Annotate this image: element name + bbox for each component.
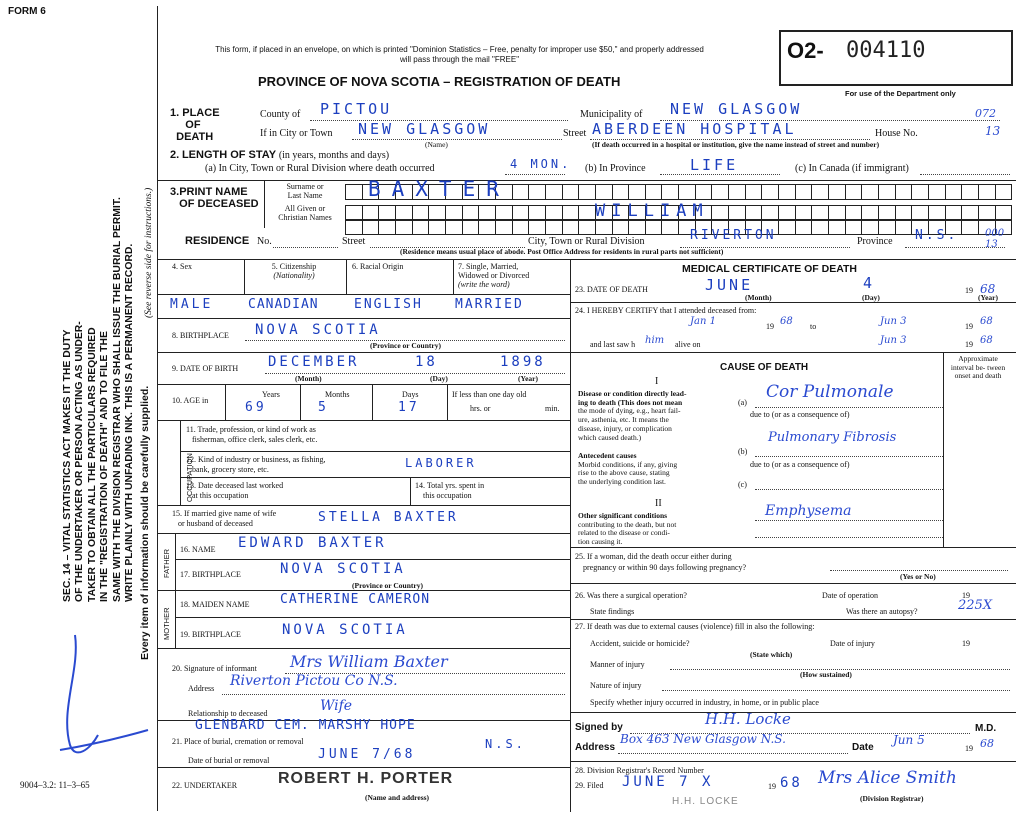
form-title: PROVINCE OF NOVA SCOTIA – REGISTRATION OF DEATH — [258, 74, 621, 89]
rule-q11-bottom — [180, 451, 570, 452]
roman-ii: II — [655, 498, 662, 509]
signed-by-value: H.H. Locke — [705, 710, 791, 728]
burial-date-label: Date of burial or removal — [188, 756, 270, 765]
date-operation-label: Date of operation — [822, 591, 878, 600]
nature-line — [662, 690, 1010, 691]
city-value: NEW GLASGOW — [358, 120, 491, 138]
alive-on-label: alive on — [675, 340, 701, 349]
dob-year-hint: (Year) — [518, 374, 538, 383]
q17-label: 17. BIRTHPLACE — [180, 570, 241, 579]
citizenship-value: CANADIAN — [248, 297, 319, 312]
rule-signed-bottom — [570, 761, 1016, 762]
rule-age-1 — [225, 384, 226, 420]
death-year-hint: (Year) — [978, 293, 998, 302]
rule-q27-bottom — [570, 712, 1016, 713]
rule-age-4 — [447, 384, 448, 420]
county-label: County of — [260, 109, 301, 120]
stay-canada-line — [920, 174, 1010, 175]
nature-label: Nature of injury — [590, 681, 642, 690]
q25-line — [830, 570, 1008, 571]
instructions-side-text: SEC. 14 – VITAL STATISTICS ACT MAKES IT THE DUTY OF THE UNDERTAKER OR PERSON ACTING AS UNDER- TAKER TO OBTAIN ALL THE PARTICULARS REQUIRED IN THE "REGISTRATION OF DEATH" AND TO FILE THE SAME WITH THE DIVISION REGISTRAR WHO SHALL ISSUE THE BURIAL PERMIT. WRITE PLAINLY WITH UNFADING INK. THIS IS A PERMANENT RECORD. — [62, 197, 136, 602]
rule-occupation — [180, 420, 181, 505]
attended-to: Jun 3 — [880, 316, 907, 327]
stay-province-label: (b) In Province — [585, 163, 646, 174]
rule-q13 — [410, 477, 411, 505]
age-years-label: Years — [262, 390, 280, 399]
sex-value: MALE — [170, 297, 214, 312]
alive-year: 68 — [980, 335, 993, 346]
state-which-hint: (State which) — [750, 650, 793, 659]
state-findings-label: State findings — [590, 607, 635, 616]
residence-code: 000 13 — [985, 228, 1005, 250]
relationship-value: Wife — [320, 698, 353, 714]
injury-year-prefix: 19 — [962, 639, 970, 648]
attended-from-year: 68 — [780, 316, 793, 327]
dob-day-value: 18 — [415, 354, 438, 370]
surname-value: BAXTER — [368, 177, 510, 201]
rule-grid-top — [158, 259, 1016, 260]
filed-year-prefix: 19 — [768, 782, 776, 791]
print-code: 9004–3.2: 11–3–65 — [20, 780, 90, 790]
informant-address: Riverton Pictou Co N.S. — [230, 673, 398, 689]
attended-to-year: 68 — [980, 316, 993, 327]
residence-province-value: N.S. — [915, 228, 959, 243]
stay-city-label: (a) In City, Town or Rural Division where death occurred — [205, 163, 435, 174]
informant-address-label: Address — [188, 684, 215, 693]
yes-no-hint: (Yes or No) — [900, 572, 936, 581]
q21-label: 21. Place of burial, cremation or removal — [172, 737, 304, 746]
q24-label: 24. I HEREBY CERTIFY that I attended deceased from: — [575, 306, 757, 315]
rule-q10-bottom — [158, 420, 570, 421]
rule-center-divider — [570, 259, 571, 812]
burial-place-value: GLENBARD CEM. MARSHY HOPE — [195, 718, 416, 733]
other-conditions-value: Emphysema — [765, 503, 852, 519]
rule-q17-bottom — [158, 590, 570, 591]
cause-b-value: Pulmonary Fibrosis — [768, 430, 897, 445]
rule-q16-bottom — [175, 559, 570, 560]
medical-certificate-title: MEDICAL CERTIFICATE OF DEATH — [682, 263, 857, 275]
residence-no-label: No. — [257, 236, 272, 247]
q29-label: 29. Filed — [575, 781, 604, 790]
death-month-value: JUNE — [705, 276, 754, 294]
rule-q15-bottom — [158, 533, 570, 534]
residence-no-line — [273, 247, 338, 248]
birthplace-label: 8. BIRTHPLACE — [172, 331, 229, 340]
birthplace-value: NOVA SCOTIA — [255, 322, 381, 338]
death-year-value: 68 — [980, 282, 996, 296]
house-no-label: House No. — [875, 128, 918, 139]
sign-date-value: Jun 5 — [893, 733, 925, 747]
municipality-value: NEW GLASGOW — [670, 100, 803, 118]
relationship-label: Relationship to deceased — [188, 709, 268, 718]
q22-label: 22. UNDERTAKER — [172, 781, 238, 790]
occupation-label: OCCUPATION — [185, 453, 194, 502]
interval-label: Approximate interval be- tween onset and death — [950, 354, 1006, 380]
rule-cause-bottom — [570, 547, 1016, 548]
cause-c-line — [755, 489, 943, 490]
q25-label: 25. If a woman, did the death occur either during pregnancy or within 90 days following pregnancy? — [575, 552, 747, 572]
municipality-label: Municipality of — [580, 109, 643, 120]
dob-year-value: 1898 — [500, 354, 546, 370]
rule-q23-bottom — [570, 302, 1016, 303]
marital-value: MARRIED — [455, 297, 524, 312]
q18-label: 18. MAIDEN NAME — [180, 600, 250, 609]
undertaker-stamp: ROBERT H. PORTER — [278, 770, 454, 787]
industry-value: LABORER — [405, 456, 477, 470]
filed-date-value: JUNE 7 X — [622, 774, 714, 790]
rule-q6 — [453, 259, 454, 294]
street-label: Street — [563, 128, 587, 139]
date-injury-label: Date of injury — [830, 639, 875, 648]
house-no-value: 13 — [985, 124, 1001, 138]
burial-date-value: JUNE 7/68 — [318, 747, 416, 762]
rule-q5 — [346, 259, 347, 294]
rule-age-3 — [372, 384, 373, 420]
mother-maiden-value: CATHERINE CAMERON — [280, 592, 431, 607]
burial-province-value: N.S. — [485, 737, 526, 751]
q23-label: 23. DATE OF DEATH — [575, 285, 648, 294]
alive-year-prefix: 19 — [965, 340, 973, 349]
death-year-prefix: 19 — [965, 286, 973, 295]
cause-b-line — [755, 456, 943, 457]
death-day-value: 4 — [863, 274, 876, 292]
dept-use-label: For use of the Department only — [845, 89, 956, 98]
q16-label: 16. NAME — [180, 545, 216, 554]
q11-label: 11. Trade, profession, or kind of work as fisherman, office clerk, sales clerk, etc. — [186, 425, 318, 444]
rule-q8-bottom — [158, 352, 570, 353]
cause-title: CAUSE OF DEATH — [720, 362, 809, 373]
locke-note: H.H. LOCKE — [672, 796, 739, 807]
registrar-signature: Mrs Alice Smith — [818, 768, 957, 788]
racial-value: ENGLISH — [354, 297, 423, 312]
other-conditions-label: Other significant conditions contributing to the death, but not related to the disease or condi- tion causing it. — [578, 511, 677, 547]
cause-c-marker: (c) — [738, 480, 747, 489]
roman-i: I — [655, 376, 659, 387]
side-text-3: (See reverse side for instructions.) — [144, 187, 154, 318]
given-names-label: All Given or Christian Names — [278, 204, 332, 222]
header-notice: This form, if placed in an envelope, on which is printed "Dominion Statistics – Free, penalty for improper use $50," and properly addressed will pass through the mail "FREE" — [215, 45, 704, 64]
given-name-value: WILLIAM — [595, 201, 709, 221]
dob-month-hint: (Month) — [295, 374, 322, 383]
q19-label: 19. BIRTHPLACE — [180, 630, 241, 639]
last-saw-label: and last saw h — [590, 340, 636, 349]
autopsy-label: Was there an autopsy? — [846, 607, 918, 616]
place-of-death-label: 1. PLACE OF DEATH — [170, 107, 220, 143]
q14-label: 14. Total yrs. spent in this occupation — [415, 481, 485, 500]
residence-province-label: Province — [857, 236, 893, 247]
cause-a-line — [755, 407, 943, 408]
rule-interval — [943, 352, 944, 547]
surname-label: Surname or Last Name — [286, 182, 324, 200]
signed-by-label: Signed by — [575, 722, 623, 733]
age-days-label: Days — [402, 390, 419, 399]
rule-q24-bottom — [570, 352, 1016, 353]
division-registrar-hint: (Division Registrar) — [860, 794, 924, 803]
rule-q18-bottom — [175, 617, 570, 618]
rule-q14-bottom — [158, 505, 570, 506]
residence-city-label: City, Town or Rural Division — [528, 236, 645, 247]
racial-label: 6. Racial Origin — [352, 262, 404, 271]
sign-year-value: 68 — [980, 737, 994, 750]
death-day-hint: (Day) — [862, 293, 880, 302]
hrs-label: hrs. or — [470, 404, 491, 413]
rule-q19-bottom — [158, 648, 570, 649]
father-birthplace-hint: (Province or Country) — [352, 581, 423, 590]
spouse-value: STELLA BAXTER — [318, 510, 459, 525]
side-signature-scribble — [20, 630, 150, 780]
accident-label: Accident, suicide or homicide? — [590, 639, 690, 648]
md-label: M.D. — [975, 723, 997, 734]
mother-label: MOTHER — [162, 607, 171, 640]
other-line-1 — [755, 520, 943, 521]
rule-q12-bottom — [180, 477, 570, 478]
age-years-value: 69 — [245, 400, 267, 415]
residence-street-label: Street — [342, 236, 366, 247]
dob-label: 9. DATE OF BIRTH — [172, 364, 239, 373]
rule-name-v1 — [264, 180, 265, 228]
rule-q25-bottom — [570, 583, 1016, 584]
q27-label: 27. If death was due to external causes (violence) fill in also the following: — [575, 622, 815, 631]
rule-age-2 — [300, 384, 301, 420]
mother-birthplace-value: NOVA SCOTIA — [282, 622, 408, 638]
last-saw-him: him — [645, 335, 665, 346]
how-hint: (How sustained) — [800, 670, 852, 679]
informant-address-line — [222, 694, 565, 695]
stay-city-line — [505, 174, 565, 175]
death-month-hint: (Month) — [745, 293, 772, 302]
stay-province-line — [660, 174, 780, 175]
age-months-value: 5 — [318, 400, 329, 415]
father-birthplace-value: NOVA SCOTIA — [280, 561, 406, 577]
rule-q4-values-bottom — [158, 318, 570, 319]
disease-label: Disease or condition directly lead- ing to death (This does not mean the mode of dying, e.g., heart fail- ure, asthenia, etc. It means the disease, injury, or complication which caused death.) — [578, 389, 687, 442]
to-label: to — [810, 322, 817, 331]
father-name-value: EDWARD BAXTER — [238, 535, 387, 551]
age-days-value: 17 — [398, 400, 420, 415]
undertaker-hint: (Name and address) — [365, 793, 430, 802]
city-line — [352, 139, 562, 140]
city-label: If in City or Town — [260, 128, 333, 139]
age-label: 10. AGE in — [172, 396, 209, 405]
father-label: FATHER — [162, 548, 171, 578]
street-value: ABERDEEN HOSPITAL — [592, 120, 797, 138]
given-name-boxes-2 — [345, 219, 1012, 235]
less-day-label: If less than one day old — [452, 390, 527, 399]
residence-city-value: RIVERTON — [690, 228, 777, 243]
alive-on-value: Jun 3 — [880, 335, 907, 346]
citizenship-label: 5. Citizenship (Nationality) — [271, 262, 317, 280]
attended-from-year-prefix: 19 — [766, 322, 774, 331]
marital-label: 7. Single, Married, Widowed or Divorced (write the word) — [458, 262, 530, 289]
antecedent-label: Antecedent causes Morbid conditions, if any, giving rise to the above cause, stating the underlying condition last. — [578, 451, 678, 487]
attended-from: Jan 1 — [690, 316, 716, 327]
min-label: min. — [545, 404, 560, 413]
q12-label: 12. Kind of industry or business, as fishing, bank, grocery store, etc. — [186, 455, 326, 474]
informant-signature: Mrs William Baxter — [290, 652, 448, 671]
county-value: PICTOU — [320, 100, 393, 118]
md-address-label: Address — [575, 742, 616, 753]
residence-note: (Residence means usual place of abode. Post Office Address for residents in rural parts not sufficient) — [400, 247, 724, 256]
rule-q4-bottom — [158, 294, 570, 295]
rule-q9-bottom — [158, 384, 570, 385]
rule-q21-bottom — [158, 767, 570, 768]
attended-to-year-prefix: 19 — [965, 322, 973, 331]
autopsy-mark: 225X — [958, 598, 993, 613]
stay-canada-label: (c) In Canada (if immigrant) — [795, 163, 909, 174]
registration-prefix: O2- — [787, 38, 824, 63]
cause-a-value: Cor Pulmonale — [766, 382, 894, 402]
specify-label: Specify whether injury occurred in industry, in home, or in public place — [590, 698, 819, 707]
city-name-hint: (Name) — [425, 140, 448, 149]
q28-label: 28. Division Registrar's Record Number — [575, 766, 704, 775]
form-label: FORM 6 — [8, 6, 46, 17]
q20-label: 20. Signature of informant — [172, 664, 257, 673]
dob-day-hint: (Day) — [430, 374, 448, 383]
q13-label: 13. Date deceased last worked at this occupation — [186, 481, 284, 500]
sign-date-label: Date — [852, 742, 874, 753]
hospital-note: (If death occurred in a hospital or institution, give the name instead of street and number) — [592, 140, 880, 149]
cause-b-marker: (b) — [738, 447, 748, 456]
manner-label: Manner of injury — [590, 660, 645, 669]
stay-city-value: 4 MON. — [510, 157, 572, 171]
sign-year-prefix: 19 — [965, 744, 973, 753]
rule-name-top — [158, 180, 1016, 181]
form-left-border — [157, 6, 158, 811]
age-months-label: Months — [325, 390, 350, 399]
cause-a-marker: (a) — [738, 398, 747, 407]
other-line-2 — [755, 537, 943, 538]
municipality-code: 072 — [975, 107, 996, 120]
rule-q26-bottom — [570, 619, 1016, 620]
md-address-value: Box 463 New Glasgow N.S. — [620, 732, 786, 746]
operation-year-prefix: 19 — [962, 591, 970, 600]
due-to-2: due to (or as a consequence of) — [750, 460, 850, 469]
residence-label: RESIDENCE — [185, 235, 250, 247]
length-of-stay-label: 2. LENGTH OF STAY (in years, months and days) — [170, 149, 390, 161]
dob-month-value: DECEMBER — [268, 354, 360, 370]
filed-year-value: 68 — [780, 775, 803, 791]
sex-label: 4. Sex — [172, 262, 192, 271]
print-name-label: 3.PRINT NAME OF DECEASED — [170, 186, 259, 210]
side-text-2: Every item of information should be carefully supplied. — [139, 385, 151, 660]
q15-label: 15. If married give name of wife or husband of deceased — [172, 509, 277, 528]
rule-q4 — [244, 259, 245, 294]
md-address-line — [618, 753, 848, 754]
q26-label: 26. Was there a surgical operation? — [575, 591, 687, 600]
registration-number: 004110 — [846, 38, 926, 63]
stay-province-value: LIFE — [690, 156, 739, 174]
birthplace-hint: (Province or Country) — [370, 341, 441, 350]
due-to-1: due to (or as a consequence of) — [750, 410, 850, 419]
